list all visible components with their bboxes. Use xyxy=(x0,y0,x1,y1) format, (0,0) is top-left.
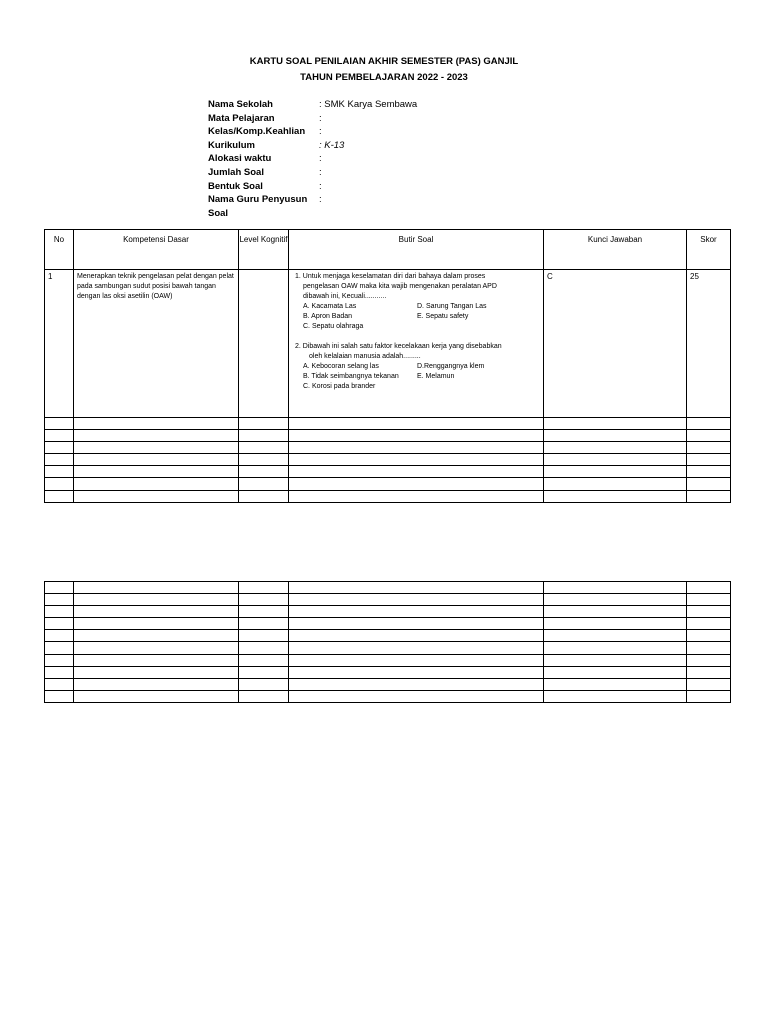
cell-butir-soal xyxy=(289,270,544,418)
table-header-row xyxy=(45,230,731,270)
header-kunci-jawaban: Kunci Jawaban xyxy=(544,230,687,270)
empty-row xyxy=(45,594,731,606)
empty-row xyxy=(45,466,731,478)
header-level-kognitif: Level Kognitif xyxy=(239,230,289,270)
info-label: Mata Pelajaran xyxy=(208,112,275,124)
empty-row xyxy=(45,666,731,678)
info-label: Bentuk Soal xyxy=(208,180,263,192)
question-1-text: pengelasan OAW maka kita wajib mengenakan peralatan APD xyxy=(303,283,497,290)
info-label: Soal xyxy=(208,207,229,219)
option-e: E. Sepatu safety xyxy=(417,313,469,320)
empty-row xyxy=(45,618,731,630)
question-2-options xyxy=(295,362,540,372)
table-row xyxy=(45,270,731,418)
empty-row xyxy=(45,690,731,702)
info-label: Alokasi waktu xyxy=(208,153,272,165)
document-title: KARTU SOAL PENILAIAN AKHIR SEMESTER (PAS) GANJIL xyxy=(249,56,519,67)
empty-row xyxy=(45,442,731,454)
header-kompetensi-dasar: Kompetensi Dasar xyxy=(74,230,239,270)
question-2-text: 2. Dibawah ini salah satu faktor kecelakaan kerja yang disebabkan xyxy=(295,343,502,350)
info-label: Kurikulum xyxy=(208,139,255,151)
info-value: : xyxy=(319,180,322,192)
blank-table xyxy=(44,581,731,703)
option-c: C. Sepatu olahraga xyxy=(303,323,364,330)
info-label: Kelas/Komp.Keahlian xyxy=(208,126,306,138)
cell-skor: 25 xyxy=(687,270,731,418)
cell-kunci-jawaban: C xyxy=(544,270,687,418)
info-label: Nama Guru Penyusun xyxy=(208,194,308,206)
empty-row xyxy=(45,418,731,430)
info-label: Nama Sekolah xyxy=(208,99,273,110)
cell-no: 1 xyxy=(45,270,74,418)
info-value: : xyxy=(319,153,322,165)
info-label: Jumlah Soal xyxy=(208,166,264,178)
question-1-text: dibawah ini, Kecuali........... xyxy=(303,293,387,300)
info-value: : xyxy=(319,194,322,206)
cell-kompetensi-dasar: Menerapkan teknik pengelasan pelat dengan pelat pada sambungan sudut posisi bawah tangan dengan las oksi asetilin (OAW) xyxy=(74,270,239,418)
option-a: A. Kebocoran selang las xyxy=(303,363,379,370)
empty-row xyxy=(45,430,731,442)
header-butir-soal: Butir Soal xyxy=(289,230,544,270)
question-1-text: 1. Untuk menjaga keselamatan diri dari bahaya dalam proses xyxy=(295,273,486,280)
option-c: C. Korosi pada brander xyxy=(303,383,376,390)
cell-level-kognitif xyxy=(239,270,289,418)
empty-row xyxy=(45,454,731,466)
option-d: D.Renggangnya klem xyxy=(417,363,485,370)
option-d: D. Sarung Tangan Las xyxy=(417,303,487,310)
option-b: B. Tidak seimbangnya tekanan xyxy=(303,373,399,380)
info-value: : K-13 xyxy=(319,139,345,151)
empty-row xyxy=(45,490,731,502)
empty-row xyxy=(45,654,731,666)
question-1-options xyxy=(295,302,540,312)
empty-row xyxy=(45,642,731,654)
option-e: E. Melamun xyxy=(417,373,455,380)
info-value: : xyxy=(319,112,322,124)
option-a: A. Kacamata Las xyxy=(303,303,357,310)
empty-row xyxy=(45,582,731,594)
option-b: B. Apron Badan xyxy=(303,313,353,320)
question-2-text: oleh kelalaian manusia adalah......... xyxy=(309,353,421,360)
header-no: No xyxy=(45,230,74,270)
header-skor: Skor xyxy=(687,230,731,270)
question-list xyxy=(292,272,540,392)
empty-row xyxy=(45,678,731,690)
empty-row xyxy=(45,630,731,642)
document-subtitle: TAHUN PEMBELAJARAN 2022 - 2023 xyxy=(300,72,468,83)
empty-row xyxy=(45,606,731,618)
empty-row xyxy=(45,478,731,490)
info-value: : SMK Karya Sembawa xyxy=(319,99,418,110)
question-1-options xyxy=(295,312,540,322)
info-value: : xyxy=(319,126,322,138)
info-value: : xyxy=(319,166,322,178)
question-2-options xyxy=(295,372,540,382)
question-table xyxy=(44,229,731,503)
